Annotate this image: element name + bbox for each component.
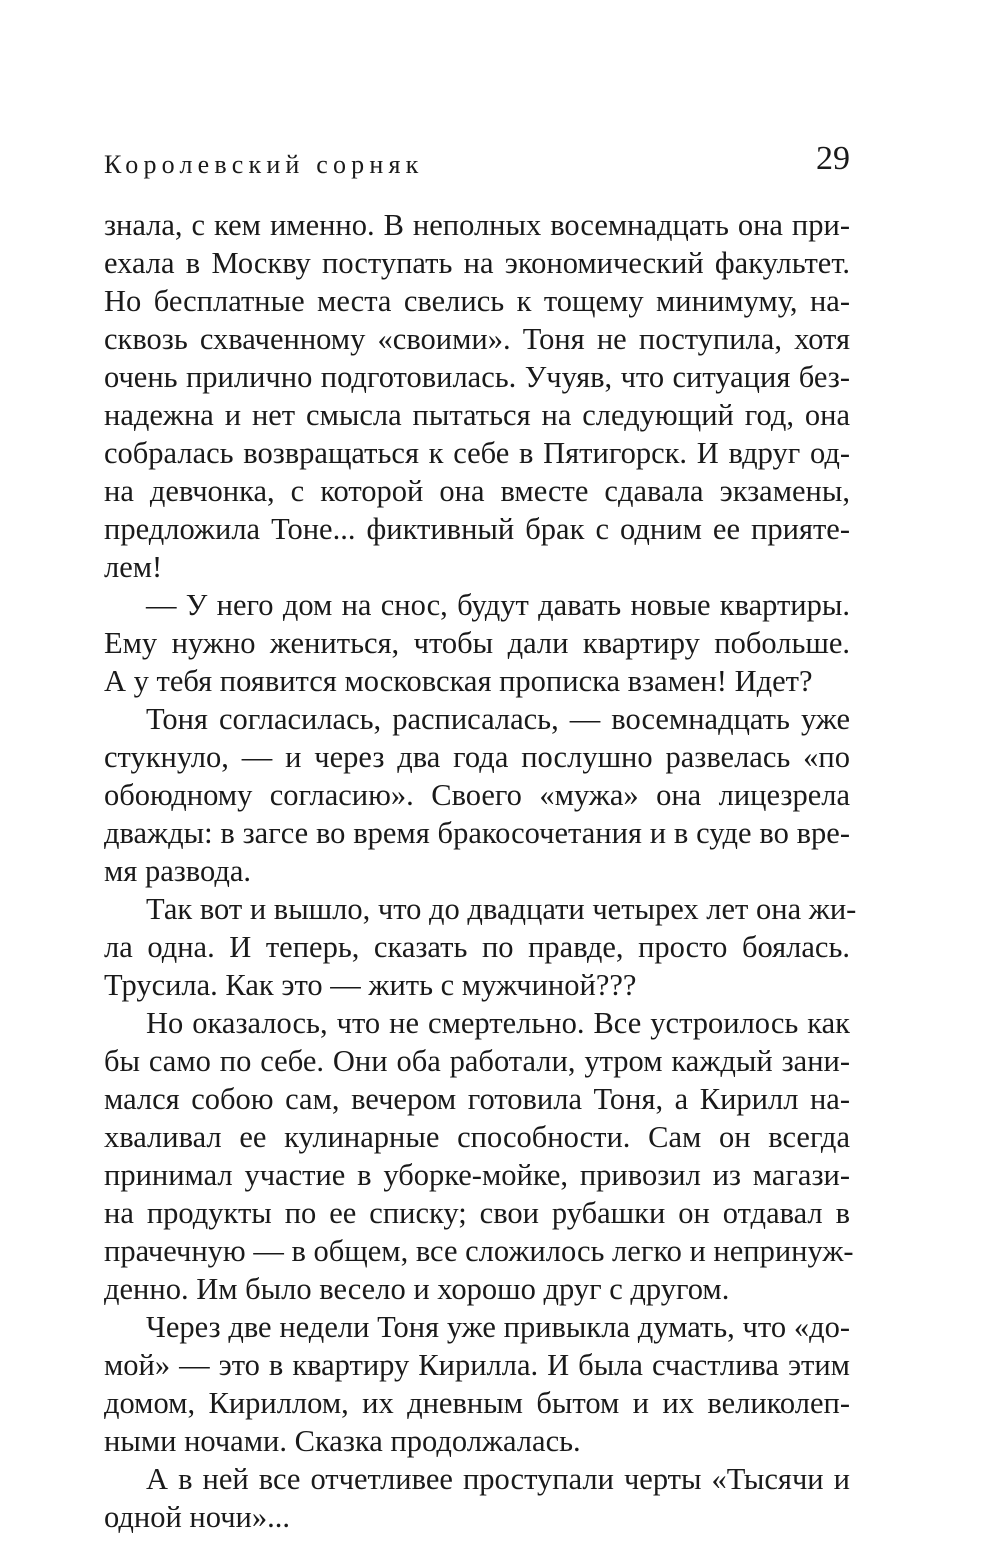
text-line: Но бесплатные места свелись к тощему минимуму, на-	[104, 284, 850, 318]
paragraph	[104, 890, 857, 1004]
paragraph	[104, 1004, 854, 1308]
text-line: Так вот и вышло, что до двадцати четырех лет она жи-	[146, 892, 857, 926]
text-line: собралась возвращаться к себе в Пятигорск. И вдруг од-	[104, 436, 850, 470]
body-text	[104, 206, 857, 1536]
text-line: ными ночами. Сказка продолжалась.	[104, 1424, 581, 1458]
text-line: хваливал ее кулинарные способности. Сам он всегда	[104, 1120, 850, 1154]
text-line: Но оказалось, что не смертельно. Все устроилось как	[146, 1006, 850, 1040]
text-line: на продукты по ее списку; свои рубашки он отдавал в	[104, 1196, 850, 1230]
text-line: дважды: в загсе во время бракосочетания и в суде во вре-	[104, 816, 850, 850]
paragraph	[104, 206, 850, 586]
text-line: Тоня согласилась, расписалась, — восемнадцать уже	[146, 702, 850, 736]
text-line: денно. Им было весело и хорошо друг с другом.	[104, 1272, 730, 1306]
running-title: Королевский сорняк	[104, 150, 424, 179]
text-line: знала, с кем именно. В неполных восемнадцать она при-	[104, 208, 850, 242]
text-line: обоюдному согласию». Своего «мужа» она лицезрела	[104, 778, 850, 812]
text-line: бы само по себе. Они оба работали, утром каждый зани-	[104, 1044, 850, 1078]
text-line: лем!	[104, 550, 163, 584]
text-line: Трусила. Как это — жить с мужчиной???	[104, 968, 637, 1002]
paragraph	[104, 1460, 850, 1536]
text-line: предложила Тоне... фиктивный брак с одним ее прияте-	[104, 512, 850, 546]
text-line: очень прилично подготовилась. Учуяв, что ситуация без-	[104, 360, 850, 394]
text-line: одной ночи»...	[104, 1500, 290, 1534]
text-line: мой» — это в квартиру Кирилла. И была счастлива этим	[104, 1348, 850, 1382]
text-line: надежна и нет смысла пытаться на следующий год, она	[104, 398, 850, 432]
text-line: принимал участие в уборке-мойке, привозил из магази-	[104, 1158, 850, 1192]
text-line: А в ней все отчетливее проступали черты «Тысячи и	[146, 1462, 850, 1496]
page-number: 29	[816, 140, 850, 177]
text-line: Через две недели Тоня уже привыкла думать, что «до-	[146, 1310, 850, 1344]
running-head	[104, 140, 850, 184]
text-line: ехала в Москву поступать на экономический факультет.	[104, 246, 850, 280]
text-line: стукнуло, — и через два года послушно развелась «по	[104, 740, 850, 774]
text-line: Ему нужно жениться, чтобы дали квартиру побольше.	[104, 626, 850, 660]
paragraph	[104, 1308, 850, 1460]
text-line: — У него дом на снос, будут давать новые квартиры.	[146, 588, 850, 622]
paragraph	[104, 700, 850, 890]
text-line: мя развода.	[104, 854, 252, 888]
text-line: прачечную — в общем, все сложилось легко и непринуж-	[104, 1234, 854, 1268]
text-line: на девчонка, с которой она вместе сдавала экзамены,	[104, 474, 850, 508]
paragraph	[104, 586, 850, 700]
text-line: А у тебя появится московская прописка взамен! Идет?	[104, 664, 813, 698]
text-line: мался собою сам, вечером готовила Тоня, а Кирилл на-	[104, 1082, 850, 1116]
text-line: сквозь схваченному «своими». Тоня не поступила, хотя	[104, 322, 850, 356]
text-line: ла одна. И теперь, сказать по правде, просто боялась.	[104, 930, 850, 964]
text-line: домом, Кириллом, их дневным бытом и их великолеп-	[104, 1386, 850, 1420]
